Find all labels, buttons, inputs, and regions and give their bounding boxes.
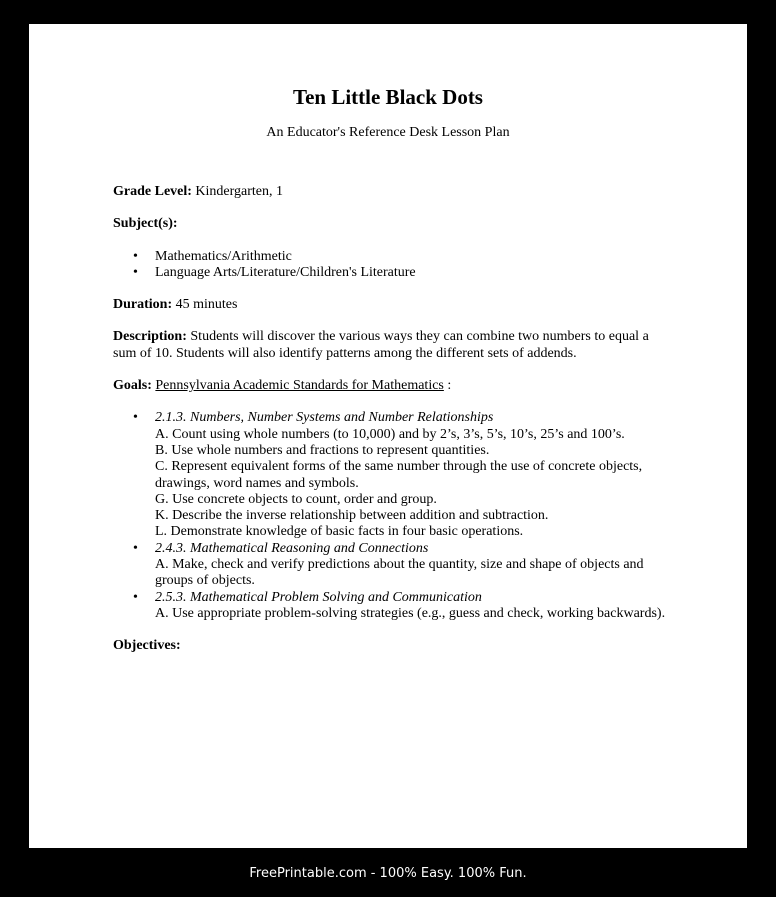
- objectives-label: Objectives:: [113, 638, 181, 654]
- goal-item: [155, 410, 673, 540]
- document-page: [29, 24, 747, 848]
- goals-list: [113, 410, 673, 622]
- goal-item: [155, 541, 673, 590]
- standard-line: L. Demonstrate knowledge of basic facts in four basic operations.: [155, 524, 524, 540]
- standard-line: C. Represent equivalent forms of the same number through the use of concrete objects, drawings, word names and symbols.: [155, 459, 643, 491]
- subjects-list: [113, 249, 673, 282]
- goals-heading: [113, 378, 673, 394]
- grade-level: [113, 184, 673, 200]
- standards-link[interactable]: Pennsylvania Academic Standards for Mathematics: [155, 378, 444, 394]
- goals-suffix: :: [443, 378, 452, 394]
- description-text: Students will discover the various ways they can combine two numbers to equal a sum of 10. Students will also identify patterns among the different sets of addends.: [113, 329, 649, 361]
- standard-title: 2.4.3. Mathematical Reasoning and Connections: [155, 540, 429, 556]
- duration-label: Duration:: [113, 297, 173, 313]
- subject-item: • Language Arts/Literature/Children's Literature: [155, 265, 673, 281]
- subjects-heading: [113, 216, 673, 232]
- grade-level-value: Kindergarten, 1: [195, 184, 284, 199]
- standard-line: A. Use appropriate problem-solving strategies (e.g., guess and check, working backwards).: [155, 605, 666, 621]
- duration-value: 45 minutes: [175, 297, 238, 313]
- standard-line: A. Make, check and verify predictions about the quantity, size and shape of objects and groups of objects.: [155, 557, 644, 589]
- grade-level-label: Grade Level:: [113, 184, 192, 199]
- subject-item: • Mathematics/Arithmetic: [155, 249, 673, 265]
- objectives-heading: [113, 638, 673, 654]
- standard-line: G. Use concrete objects to count, order and group.: [155, 491, 437, 507]
- standard-title: 2.5.3. Mathematical Problem Solving and Communication: [155, 589, 482, 605]
- duration: [113, 297, 673, 313]
- standard-line: K. Describe the inverse relationship between addition and subtraction.: [155, 508, 549, 524]
- document-body: [113, 184, 673, 671]
- document-subtitle: An Educator's Reference Desk Lesson Plan: [266, 125, 510, 140]
- standard-line: A. Count using whole numbers (to 10,000) and by 2’s, 3’s, 5’s, 10’s, 25’s and 100’s.: [155, 426, 625, 442]
- description: [113, 329, 673, 362]
- standard-title: 2.1.3. Numbers, Number Systems and Number Relationships: [155, 410, 494, 426]
- standard-line: B. Use whole numbers and fractions to represent quantities.: [155, 442, 490, 458]
- description-label: Description:: [113, 329, 187, 345]
- site-footer: FreePrintable.com - 100% Easy. 100% Fun.: [249, 866, 527, 881]
- subjects-label: Subject(s):: [113, 216, 178, 232]
- document-title: Ten Little Black Dots: [293, 85, 483, 109]
- goal-item: [155, 590, 673, 623]
- goals-label: Goals:: [113, 378, 152, 394]
